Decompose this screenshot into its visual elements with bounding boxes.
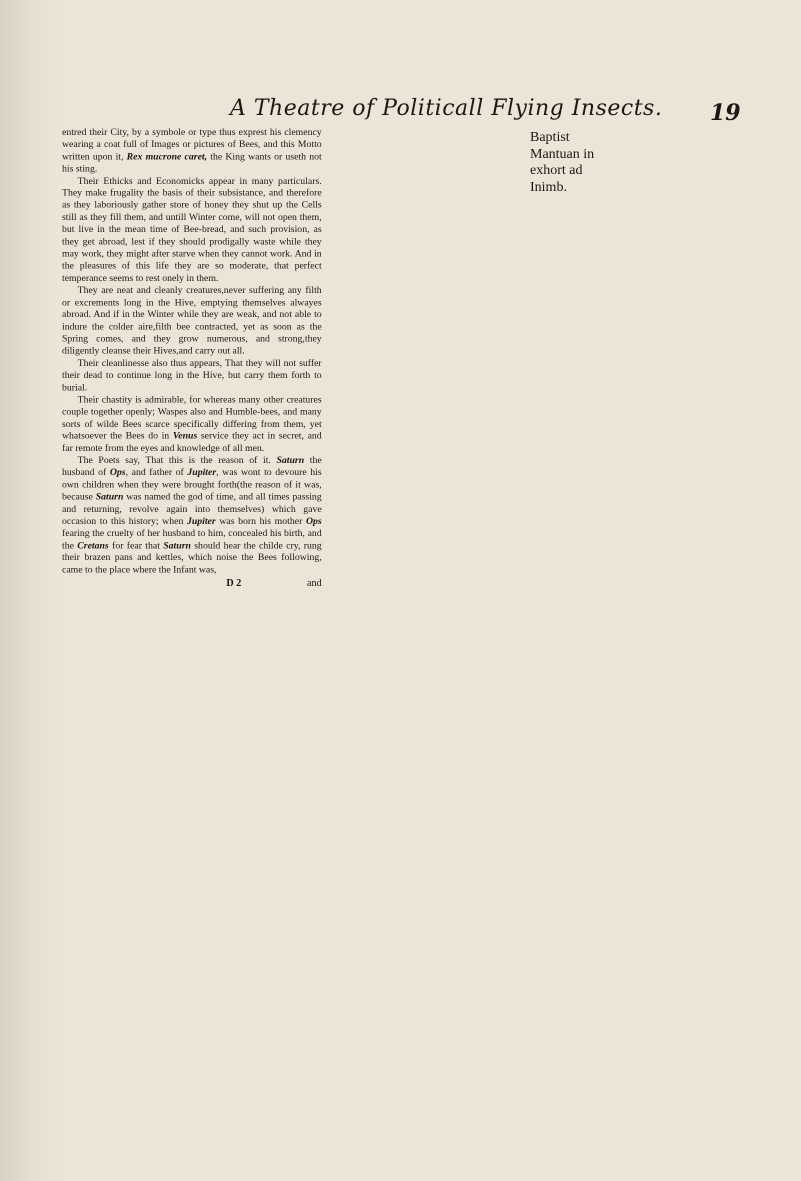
text-run: Their chastity is admirable, for whereas many other creatures couple together openly; Waspes also and Humble-bees, and many sorts of wilde Bees scarce specifically differing from them, yet whatsoever the Bees do in — [62, 393, 322, 442]
text-run: service they act in secret, and far remote from the eyes and knowledge of all men. — [62, 429, 322, 454]
paragraph-2: Their Ethicks and Economicks appear in many particulars. They make frugality the basis of their subsistance, and therefore as they laboriously gather store of honey they shut up the Cells still as they fill them, and untill Winter come, will not open them, but live in the mean time of Bee-bread, and such provision, as they get abroad, lest if they should prodigally waste while they may work, they might after starve when they cannot work. And in the pleasures of this life they are so moderate, that perfect temperance seems to rest onely in them. — [62, 174, 322, 284]
text-run: entred their City, by a symbole or type thus exprest his clemency wearing a coat full of Images or pictures of Bees, and this Motto written upon it, — [62, 126, 322, 162]
page-footer — [62, 577, 322, 590]
text-run: fearing the cruelty of her husband to him, concealed his birth, and the — [62, 527, 322, 551]
text-run: was born his mother — [215, 514, 306, 527]
name-ops: Ops — [109, 466, 126, 478]
paragraph-1 — [62, 126, 322, 175]
name-jupiter: Jupiter — [186, 514, 216, 527]
text-run: for fear that — [108, 539, 164, 551]
name-jupiter: Jupiter — [187, 466, 217, 478]
name-saturn: Saturn — [276, 454, 305, 466]
text-run: , and father of — [125, 466, 188, 478]
text-scale-wrapper — [25, 51, 502, 754]
paragraph-6 — [62, 454, 322, 576]
text-run: should hear the childe cry, rung their brazen pans and kettles, which noise the Bees following, came to the place where the Infant was, — [62, 539, 322, 575]
running-title: A Theatre of Politicall Flying Insects. — [230, 96, 663, 121]
text-run: was named the god of time, and all times passing and returning, revolve again into themselves) which gave occasion to this history; when — [62, 490, 322, 527]
latin-motto: Rex mucrone caret, — [126, 150, 208, 162]
text-run: , was wont to devoure his own children when they were brought forth(the reason of it was, because — [62, 466, 322, 502]
text-run: the King wants or useth not his sting. — [62, 150, 322, 174]
paragraph-5 — [62, 393, 322, 454]
catchword: and — [307, 576, 322, 589]
page-number: 19 — [710, 100, 741, 126]
text-run: The Poets say, That this is the reason of it. — [77, 454, 277, 466]
body-text — [62, 126, 322, 576]
name-saturn: Saturn — [163, 539, 191, 551]
name-saturn: Saturn — [95, 490, 124, 502]
paragraph-4: Their cleanlinesse also thus appears, That they will not suffer their dead to continue long in the Hive, but carry them forth to burial. — [62, 356, 322, 393]
paragraph-3: They are neat and cleanly creatures,never suffering any filth or excrements long in the Hive, emptying themselves alwayes abroad. And if in the Winter while they are weak, and not able to indure the colder aire,filth bee contracted, yet as soon as the Spring comes, and they grow numerous, and strong,they diligently cleanse their Hives,and carry out all. — [62, 284, 322, 357]
name-ops: Ops — [305, 514, 322, 527]
marginal-note: Baptist Mantuan in exhort ad Inimb. — [530, 130, 595, 195]
text-run: the husband of — [62, 454, 322, 478]
signature-mark: D 2 — [226, 576, 242, 589]
name-venus: Venus — [172, 429, 198, 442]
name-cretans: Cretans — [77, 539, 109, 551]
